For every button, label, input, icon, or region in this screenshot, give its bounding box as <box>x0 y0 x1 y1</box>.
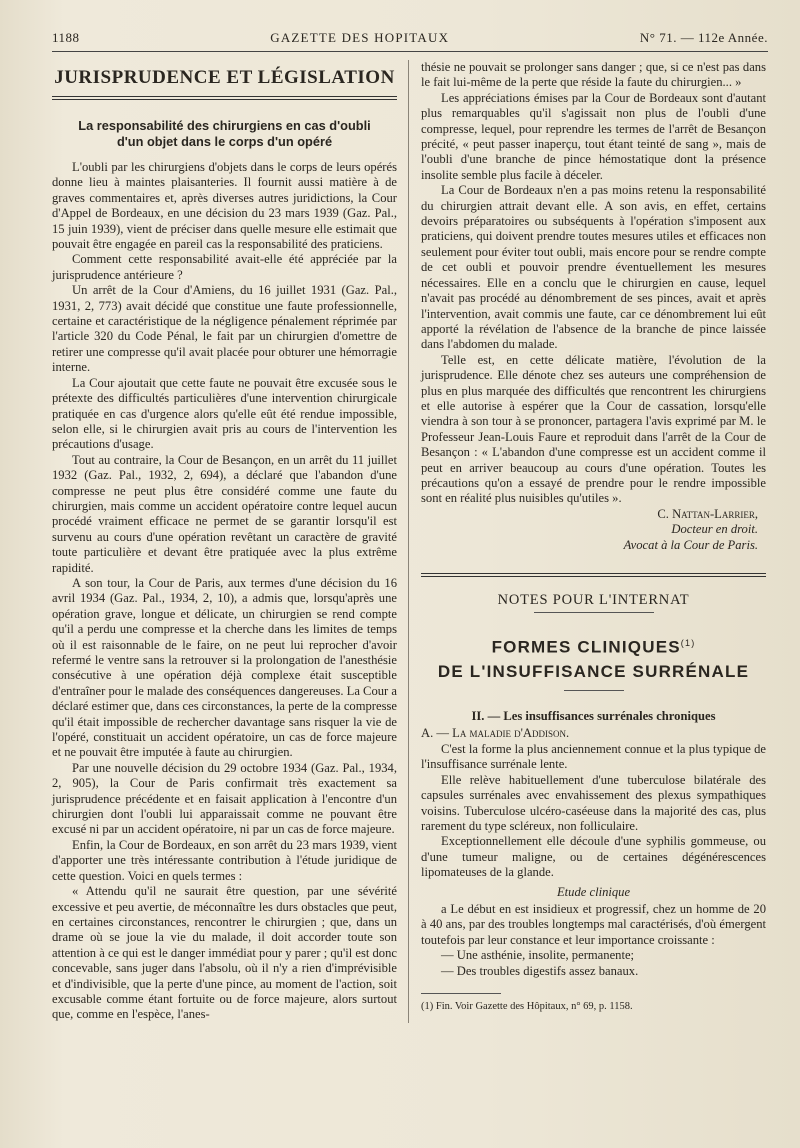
paragraph: Telle est, en cette délicate matière, l'évolution de la jurisprudence. Elle dénote chez ses auteurs une compréhension de plus en plus marquée des difficultés que rencontrent les chirurgiens et elle autorise à espérer que la Cour de cassation, lorsqu'elle viendra à son tour à se prononcer, partagera l'avis exprimé par M. le Professeur Jean-Louis Faure et reproduit dans l'arrêt de la Cour de Besançon : « L'abandon d'une compresse est un accident comme il peut en arriver beaucoup au cours d'une opération. Toutes les précautions qu'on a essayé de prendre pour le rendre impossible sont en réalité plus nuisibles qu'utiles ». <box>421 352 766 506</box>
columns <box>52 60 768 1023</box>
paragraph: Elle relève habituellement d'une tuberculose bilatérale des capsules surrénales avec envahissement des plexus sympathiques voisins. Tuberculose ulcéro-caséeuse dans la majorité des cas, plus rarement du type scléreux, non folliculaire. <box>421 772 766 833</box>
footnote-rule <box>421 993 501 994</box>
page-number: 1188 <box>52 30 80 45</box>
footnote: (1) Fin. Voir Gazette des Hôpitaux, n° 69, p. 1158. <box>421 1000 633 1012</box>
footnote-marker: (1) <box>680 638 696 649</box>
paragraph: L'oubli par les chirurgiens d'objets dans le corps de leurs opérés donne lieu à maintes plaisanteries. Il fournit aussi matière à de graves commentaires et, après diverses autres juridictions, la Cour d'Appel de Bordeaux, en une décision du 23 mars 1939 (Gaz. Pal., 15 juin 1939), vient de préciser dans quelle mesure elle estimait que pouvait être engagée en pareil cas la responsabilité des praticiens. <box>52 160 397 252</box>
header-rule <box>52 51 768 52</box>
signature <box>421 507 758 553</box>
article-title: La responsabilité des chirurgiens en cas d'oubli d'un objet dans le corps d'un opéré <box>78 118 371 149</box>
paragraph: Exceptionnellement elle découle d'une syphilis gommeuse, ou d'une tumeur maligne, ou de certaines dégénérescences lipomateuses de la glande. <box>421 834 766 880</box>
etude-heading: Etude clinique <box>556 884 631 899</box>
list-item: — Une asthénie, insolite, permanente; <box>441 948 635 963</box>
paragraph: a Le début en est insidieux et progressif, chez un homme de 20 à 40 ans, par des troubles longtemps mal caractérisés, d'où émergent toutefois par leur constance et leur importance croissante : <box>421 901 766 947</box>
subsection-a: A. — La maladie d'Addison. <box>421 726 570 741</box>
formes-title <box>421 631 766 660</box>
section-rule <box>52 96 397 100</box>
page-header <box>52 30 768 48</box>
paragraph: Tout au contraire, la Cour de Besançon, en un arrêt du 11 juillet 1932 (Gaz. Pal., 1932, 2, 694), a déclaré que l'abandon d'une compresse ne peut plus être considéré comme une faute du chirurgien, mais comme un accident opératoire contre lequel aucun procédé vraiment efficace ne permet de se garantir lorsqu'il est survenu au cours d'une opération revêtant un caractère de gravité toute particulière et devant être pratiquée avec la plus extrême rapidité. <box>52 452 397 575</box>
right-column <box>409 60 766 1023</box>
subsection-title: II. — Les insuffisances surrénales chroniques <box>471 709 716 724</box>
paragraph: Par une nouvelle décision du 29 octobre 1934 (Gaz. Pal., 1934, 2, 905), la Cour de Paris confirmait très exactement sa jurisprudence précédente et en faisait application à l'encontre d'un chirurgien dont l'oubli lui apparaissait comme ne pouvant être excusé ni par un accident opératoire, ni par un cas de force majeure. <box>52 760 397 837</box>
title-rule <box>564 690 624 691</box>
paragraph: Les appréciations émises par la Cour de Bordeaux sont d'autant plus remarquables qu'il s'agissait non plus de l'oubli d'une compresse, lequel, pour reprendre les termes de l'arrêt de Besançon précité, « peut passer inaperçu, tout étant teinté de sang », mais de l'oubli d'une branche de pince hémostatique dont la présence insolite semble plus facile à déceler. <box>421 90 766 182</box>
paragraph: La Cour de Bordeaux n'en a pas moins retenu la responsabilité du chirurgien attrait devant elle. A son avis, en effet, certains devoirs préparatoires ou subséquents à l'opération s'imposent aux praticiens, qui doivent prendre toutes mesures utiles et efficaces non seulement pour éviter tout oubli, mais encore pour se rendre compte de cet oubli et pouvoir prendre éventuellement les mesures nécessaires. Elle en a conclu que le chirurgien en cause, lequel n'avait pas procédé au dénombrement de ses pinces, avait et après l'intervention, avait commis une faute, car ce dénombrement lui eût apporté la révélation de l'absence de la branche de pince laissée dans l'abdomen du malade. <box>421 183 766 352</box>
signature-title: Docteur en droit. <box>671 522 758 537</box>
journal-title: GAZETTE DES HOPITAUX <box>270 30 450 45</box>
paragraph: « Attendu qu'il ne saurait être question, par une sévérité excessive et peu avertie, de méconnaître les durs obstacles que peut, en certaines circonstances, rencontrer le chirurgien ; que, dans un drame où se joue la vie du malade, il doit accorder toute son attention à ce qui est le danger immédiat pour y parer ; qu'il est donc concevable, sans juger dans l'absolu, où il n'y a rien d'imprévisible et d'indivisible, que la perte d'une pince, au moment de l'action, soit excusable comme étant fortuite ou de force majeure, alors surtout que, comme en l'espèce, l'anes- <box>52 884 397 1022</box>
paragraph: thésie ne pouvait se prolonger sans danger ; que, si ce n'est pas dans le fait lui-même de la perte que réside la faute du chirurgien... » <box>421 60 766 90</box>
signature-name: C. Nattan-Larrier, <box>657 506 758 521</box>
issue-number: N° 71. — 112e Année. <box>639 30 768 45</box>
article-separator <box>421 573 766 577</box>
paragraph: C'est la forme la plus anciennement connue et la plus typique de l'insuffisance surrénale lente. <box>421 741 766 772</box>
signature-affiliation: Avocat à la Cour de Paris. <box>623 537 758 552</box>
notes-heading: NOTES POUR L'INTERNAT <box>497 592 690 608</box>
paragraph: A son tour, la Cour de Paris, aux termes d'une décision du 16 avril 1934 (Gaz. Pal., 1934, 2, 10), a admis que, lorsqu'après une opération grave, longue et délicate, un chirurgien se rend compte qu'il a perdu une compresse et la cherche dans les limites de temps où il est raisonnable de le faire, on ne peut lui reprocher d'avoir refermé le ventre sans la retrouver si la prolongation de l'anesthésie consécutive à une opération déjà complexe était susceptible d'entraîner pour le malade des conséquences dangereuses. La Cour a déclaré estimer que, dans ces circonstances, la perte de la compresse qu'il était impossible de rechercher davantage sans risquer la vie de l'opéré, constituait un accident opératoire, un cas de force majeure et ne pouvait être imputée à faute au chirurgien. <box>52 575 397 760</box>
left-column <box>52 60 409 1023</box>
list-item: — Des troubles digestifs assez banaux. <box>441 963 639 978</box>
section-title: JURISPRUDENCE ET LÉGISLATION <box>54 67 395 88</box>
paragraph: La Cour ajoutait que cette faute ne pouvait être excusée sous le prétexte des difficultés particulières d'une intervention chirurgicale pratiquée en cas d'urgence alors qu'elle eût été rendue impossible, selon elle, si le chirurgien avait pris au cours de l'intervention les précautions d'usage. <box>52 375 397 452</box>
formes-title-line1: FORMES CLINIQUES <box>491 638 681 658</box>
notes-underline <box>534 612 654 613</box>
formes-title-line2: DE L'INSUFFISANCE SURRÉNALE <box>437 662 750 682</box>
paragraph: Comment cette responsabilité avait-elle été appréciée par la jurisprudence antérieure ? <box>52 252 397 282</box>
paragraph: Enfin, la Cour de Bordeaux, en son arrêt du 23 mars 1939, vient d'apporter une très intéressante contribution à l'étude juridique de cette question. Voici en quels termes : <box>52 837 397 883</box>
paragraph: Un arrêt de la Cour d'Amiens, du 16 juillet 1931 (Gaz. Pal., 1931, 2, 773) avait décidé que constitue une faute professionnelle, certaine et caractéristique de la négligence pénalement réprimée par l'article 320 du Code Pénal, le fait par un chirurgien d'omettre de retirer une compresse qu'il avait placée pour obturer une hémorragie interne. <box>52 283 397 375</box>
